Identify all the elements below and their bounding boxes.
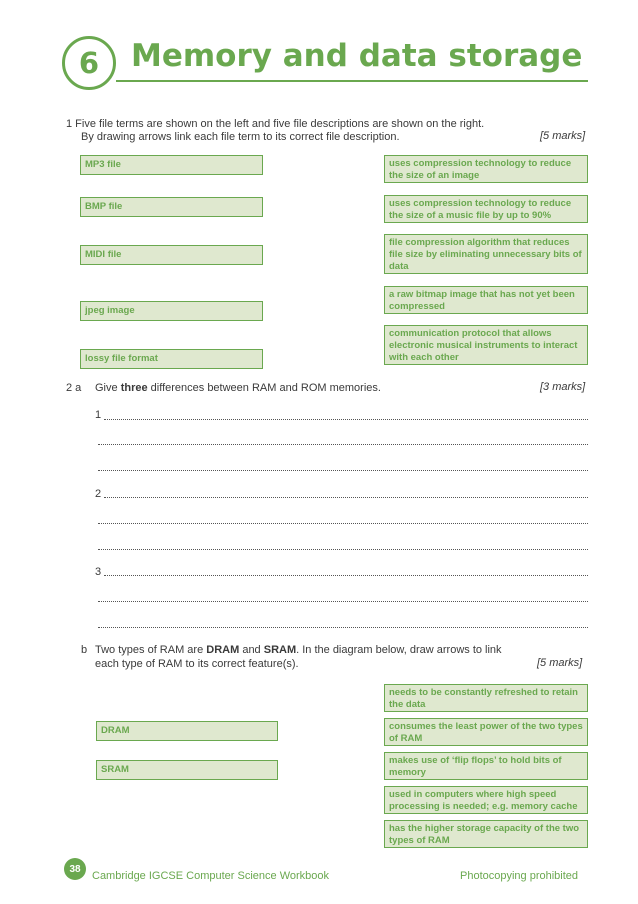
page-title: Memory and data storage [131, 38, 583, 74]
file-description-box[interactable] [384, 155, 588, 183]
chapter-number-badge [62, 36, 116, 90]
answer-number: 3 [95, 566, 102, 578]
q1-line1: 1 Five file terms are shown on the left and five file descriptions are shown on the right. [66, 118, 485, 130]
file-term-label: jpeg image [85, 305, 135, 316]
ram-feature-text: used in computers where high speed processing is needed; e.g. memory cache [389, 789, 578, 812]
file-description-box[interactable] [384, 325, 588, 365]
ram-feature-text: consumes the least power of the two types of RAM [389, 721, 583, 744]
file-description-text: uses compression technology to reduce the size of a music file by up to 90% [389, 198, 572, 221]
answer-line[interactable] [98, 523, 588, 524]
q1-line2: By drawing arrows link each file term to its correct file description. [81, 131, 400, 143]
file-term-box[interactable] [80, 349, 263, 369]
answer-line[interactable] [104, 419, 588, 420]
ram-feature-text: has the higher storage capacity of the two types of RAM [389, 823, 580, 846]
q2a-marks: [3 marks] [540, 381, 586, 393]
answer-line[interactable] [104, 497, 588, 498]
q2a-label: 2 a [66, 382, 82, 394]
page-number-badge [64, 858, 86, 880]
file-term-box[interactable] [80, 245, 263, 265]
q2a-question: Give three differences between RAM and ROM memories. [95, 382, 381, 394]
page-number: 38 [69, 863, 81, 875]
q1-marks: [5 marks] [540, 130, 586, 142]
file-term-label: lossy file format [85, 353, 158, 364]
file-term-label: MP3 file [85, 159, 121, 170]
file-description-text: file compression algorithm that reduces file size by eliminating unnecessary bits of data [389, 237, 582, 272]
ram-type-box[interactable] [96, 721, 278, 741]
answer-number: 2 [95, 488, 102, 500]
ram-feature-box[interactable] [384, 786, 588, 814]
ram-type-label: SRAM [101, 764, 129, 775]
copyright-notice: Photocopying prohibited [460, 870, 579, 882]
answer-line[interactable] [98, 444, 588, 445]
q2b-marks: [5 marks] [537, 657, 583, 669]
file-term-label: MIDI file [85, 249, 122, 260]
ram-feature-box[interactable] [384, 718, 588, 746]
ram-feature-box[interactable] [384, 820, 588, 848]
file-term-box[interactable] [80, 301, 263, 321]
ram-feature-box[interactable] [384, 684, 588, 712]
book-title: Cambridge IGCSE Computer Science Workbook [92, 870, 330, 882]
answer-line[interactable] [98, 601, 588, 602]
ram-type-label: DRAM [101, 725, 130, 736]
title-rule [116, 80, 588, 82]
file-description-text: uses compression technology to reduce the size of an image [389, 158, 572, 181]
q2b-line1: Two types of RAM are DRAM and SRAM. In the diagram below, draw arrows to link [95, 644, 502, 656]
file-description-text: a raw bitmap image that has not yet been compressed [389, 289, 575, 312]
answer-line[interactable] [98, 470, 588, 471]
ram-feature-text: needs to be constantly refreshed to retain the data [389, 687, 578, 710]
q2b-label: b [81, 644, 88, 656]
file-description-box[interactable] [384, 195, 588, 223]
answer-line[interactable] [104, 575, 588, 576]
ram-feature-box[interactable] [384, 752, 588, 780]
file-description-text: communication protocol that allows electronic musical instruments to interact with each other [389, 328, 578, 363]
q2b-line2: each type of RAM to its correct feature(s). [95, 658, 299, 670]
answer-line[interactable] [98, 549, 588, 550]
ram-feature-text: makes use of ‘flip flops’ to hold bits of memory [389, 755, 562, 778]
file-description-box[interactable] [384, 286, 588, 314]
file-term-box[interactable] [80, 197, 263, 217]
answer-number: 1 [95, 409, 102, 421]
chapter-number: 6 [78, 46, 100, 80]
file-term-box[interactable] [80, 155, 263, 175]
file-term-label: BMP file [85, 201, 123, 212]
ram-type-box[interactable] [96, 760, 278, 780]
file-description-box[interactable] [384, 234, 588, 274]
answer-line[interactable] [98, 627, 588, 628]
